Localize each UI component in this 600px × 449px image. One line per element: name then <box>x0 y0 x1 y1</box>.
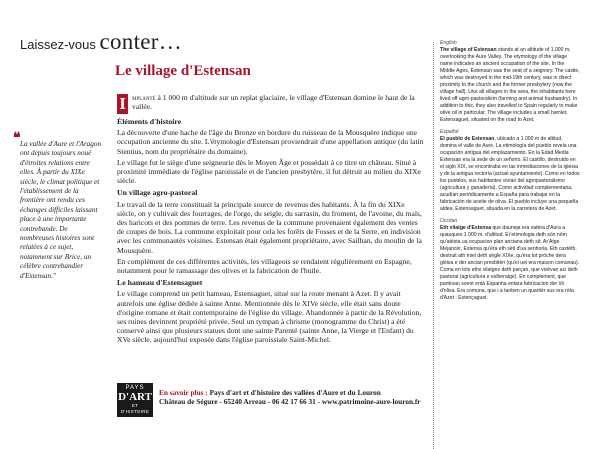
translation-lead: El pueblo de Estensan <box>440 136 495 142</box>
translation-english <box>440 47 580 124</box>
section-heading: Un village agro-pastoral <box>117 188 198 198</box>
footer-label: En savoir plus : <box>159 388 210 397</box>
quote-mark-icon: ❝ <box>13 131 21 146</box>
footer-line-2: Château de Ségure - 65240 Arreau - 06 42 17 66 31 - www.patrimoine-aure-louron.fr <box>159 397 421 407</box>
footer-line-1: Pays d'art et d'histoire des vallées d'Aure et du Louron <box>209 388 381 397</box>
section-heading: Le hameau d'Estensaguet <box>117 278 203 288</box>
logo-line-3: ET D'HISTOIRE <box>120 403 150 414</box>
section-paragraph: Le village fut le siège d'une seigneurie dès le Moyen Âge et possédait à ce titre un château. Situé à proximité immédiate de l'église paroissiale et de l'ancien presbytère, il fut détruit au milieu du XIXe siècle. <box>117 157 421 186</box>
lang-label-espanol: Español <box>440 129 459 135</box>
sidebar-quote: La vallée d'Aure et l'Aragon ont depuis toujours noué d'étroites relations entre elles. À partir du XIXe siècle, le climat politique et l'établissement de la frontière ont rendu ces échanges difficiles laissant place à une importante contrebande. De nombreuses histoires sont relatées à ce sujet, notamment sur Brice, un célèbre contrebandier d'Estensan." <box>20 140 102 280</box>
logo-line-1: PAYS <box>125 385 145 391</box>
lead-paragraph <box>117 93 424 111</box>
footer-text <box>159 388 421 407</box>
translation-text: stands at an altitude of 1,000 m, overlooking the Aure Valley. The etymology of the village name indicates an ancient occupation of the site. In the Middle Ages, Estensan was the seat of a seignory. The castle, which was destroyed in the mid-19th century, was in direct proximity to the church and the former presbytery (now the village hall). Like all villages in the area, the inhabitants here lived off agro-pastoralism (farming and animal husbandry). In addition to this, they also travelled to Spain regularly to make olive oil in particular. The village includes a small hamlet, Estensaguet, situated on the road to Azet. <box>440 47 580 123</box>
pays-art-histoire-logo <box>117 383 153 417</box>
translation-text: que dauneja era vatèra d'Aura a quauques 1 000 m. d'altitud. Er'etimologia deth sòn nòm qu'atèsta ua ocupacion plan anciana deth sit. Ar'Atge Mejancèr, Estensa qu'èra eth sèti d'ua senhoria. Eth castèth, destruit ath miei deth sègle XIXe, qu'èra tot pròche dera glèisa e der ancian presbitèri (qu'ei uei era maison comunau). Coma en tots eths vilatges deth parçan, que vivèvan aci deth pastorat (agricultura e eslheratge). En complement, que partèvan soent entà Espanha entara fabricacion der òli d'oliva. Era comuna, que i a tanben un quartièr sus era ròta d'Azet : Estençaguet. <box>440 225 580 301</box>
translation-occitan <box>440 225 580 302</box>
section-paragraph: Le travail de la terre constituait la principale source de revenus des habitants. À la fin du XIXe siècle, on y cultivait des fourrages, de l'orge, du seigle, du sarrasin, du froment, de l'avoine, du maïs, des haricots et des pommes de terre. Les revenus de la commune provenaient également des ventes de coupes de bois. La commune exploitait pour cela les forêts de Fosses et de la Serre, en indivision avec les communautés voisines. Estensan était également propriétaire, avec Sailhan, du moulin de la Mousquère. <box>117 199 422 255</box>
lead-caps: mplanté <box>132 93 156 102</box>
section-heading: Éléments d'histoire <box>117 117 182 126</box>
series-big: conter… <box>99 29 183 54</box>
translations-column <box>440 40 580 307</box>
series-prefix: Laissez-vous <box>20 37 100 52</box>
drop-cap: I <box>117 94 128 114</box>
column-divider <box>433 42 434 449</box>
lead-text: à 1 000 m d'altitude sur un replat glaciaire, le village d'Estensan domine le haut de la vallée. <box>132 93 415 112</box>
translation-lead: The village of Estensan <box>440 47 497 53</box>
lang-label-occitan: Occitan <box>440 218 458 224</box>
translation-lead: Eth vilatge d'Estensa <box>440 225 492 231</box>
lang-label-english: English <box>440 40 457 46</box>
series-header <box>20 29 182 55</box>
translation-espanol <box>440 136 580 213</box>
main-article <box>117 93 424 347</box>
section-paragraph: Le village comprend un petit hameau, Estensaguet, situé sur la route menant à Azet. Il y avait autrefois une église dédiée à sainte Anne. Mentionnée dès le XIVe siècle, elle était sans doute d'origine romane et était contemporaine de l'église du village. Abandonnée à partir de la Révolution, ses ruines devinrent propriété privée. Seul un tympan à chrisme (monogramme du Christ) a été conservé ainsi que plusieurs statues dont une sainte Parenté (sainte Anne, la Vierge et l'Enfant) du XVe siècle, aujourd'hui exposée dans l'église paroissiale Saint-Michel. <box>117 289 422 345</box>
section-paragraph: La découverte d'une hache de l'âge du Bronze en bordure du ruisseau de la Mousquère indique une occupation ancienne du site. L'étymologie d'Estensan proviendrait d'une appellation antique (du latin Stentius, nom du propriétaire du domaine). <box>117 128 424 156</box>
section-paragraph: En complément de ces différentes activités, les villageois se rendaient régulièrement en Espagne, notamment pour le ramassage des olives et la fabrication de l'huile. <box>117 256 412 276</box>
footer-info <box>117 383 424 423</box>
translation-text: , ubicado a 1 000 m de altitud, domina el valle de Aure. La etimología del pueblo revela una ocupación antigua del emplazamiento. En la Edad Media Estensan era la sede de un señorío. El castillo, destruido en el siglo XIX, se encontraba en las inmediaciones de la iglesia y de la antigua rectoría (actual ayuntamiento). Como en todos los pueblos, sus habitantes vivían del agropastoralismo (agricultura y ganadería). Como actividad complementaria, acudían periódicamente a España para trabajar en la fabricación de aceite de oliva. El pueblo incluye una pequeña aldea, Estensaguet, situada en la carretera de Azet. <box>440 136 580 212</box>
page-title: Le village d'Estensan <box>115 63 251 79</box>
logo-line-2: D'ART <box>118 391 152 403</box>
